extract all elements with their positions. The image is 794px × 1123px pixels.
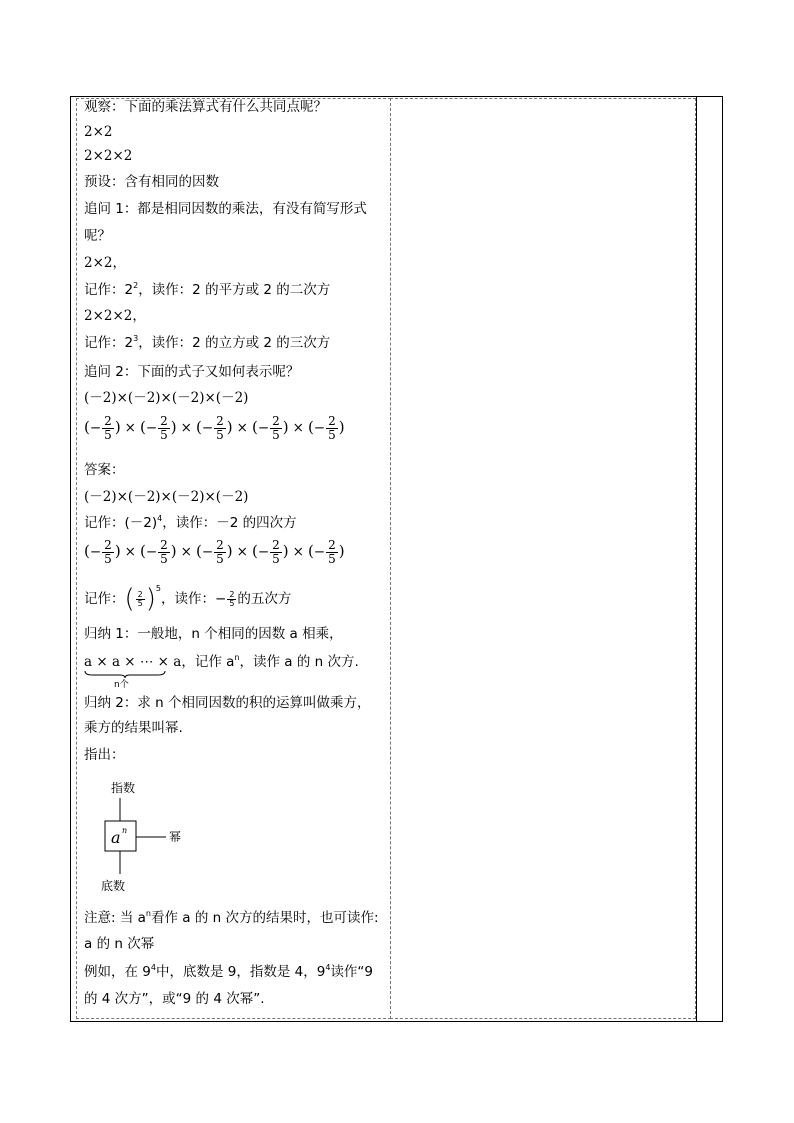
paren-left: (	[124, 584, 135, 614]
paren-right: )	[282, 542, 289, 560]
paren-left: (	[251, 542, 258, 560]
minus-sign: −	[257, 544, 270, 560]
paren-right: )	[170, 542, 177, 560]
paren-left: (	[195, 542, 202, 560]
text-line: 观察：下面的乘法算式有什么共同点呢？	[84, 99, 327, 115]
text-line	[84, 281, 330, 299]
fraction-denominator: 5	[328, 428, 336, 442]
paren-left: (	[251, 418, 258, 436]
text-line: 指出：	[84, 747, 125, 763]
fraction-denominator: 5	[104, 552, 112, 566]
text-line: 乘方的结果叫幂.	[84, 720, 183, 736]
minus-sign: −	[201, 420, 214, 436]
superscript: 2	[133, 281, 139, 290]
fraction-denominator: 5	[160, 428, 168, 442]
minus-sign: −	[89, 420, 102, 436]
text-span: 记作：2	[84, 335, 134, 351]
text-line	[84, 653, 359, 690]
superscript: 5	[155, 584, 161, 593]
fraction-numerator: 2	[216, 414, 224, 428]
text-line: 追问 2：下面的式子又如何表示呢？	[84, 364, 300, 380]
text-span: 记作：2	[84, 282, 134, 298]
superscript: 4	[325, 963, 331, 972]
times-sign: ×	[180, 420, 192, 436]
text-line: 2×2，	[84, 255, 126, 271]
text-span: ，读作 a 的 n 次方.	[239, 654, 359, 670]
times-sign: ×	[236, 420, 248, 436]
minus-sign: −	[257, 420, 270, 436]
fraction-factor	[139, 414, 177, 442]
fraction-factor	[307, 538, 345, 566]
text-line	[84, 334, 330, 352]
times-sign: ×	[180, 544, 192, 560]
diagram-exponent-label: 指数	[111, 781, 136, 795]
text-line	[84, 514, 297, 532]
fraction-numerator: 2	[216, 538, 224, 552]
text-line: 归纳 1：一般地，n 个相同的因数 a 相乘，	[84, 626, 343, 642]
text-span: ，读作：−	[161, 591, 227, 607]
diagram-power-label: 幂	[169, 830, 182, 844]
fraction	[270, 539, 282, 566]
fraction-numerator: 2	[328, 414, 336, 428]
fraction-factor	[139, 538, 177, 566]
paren-right: )	[226, 542, 233, 560]
fraction	[158, 539, 170, 566]
table-border-left	[70, 96, 71, 1022]
text-span: 的五次方	[237, 591, 292, 607]
paren-right: )	[114, 542, 121, 560]
minus-sign: −	[313, 420, 326, 436]
table-border-right	[722, 96, 723, 1022]
fraction-factor	[251, 538, 289, 566]
times-sign: ×	[292, 544, 304, 560]
text-line: 呢？	[84, 228, 111, 244]
text-line: (－2)×(－2)×(－2)×(－2)	[84, 489, 249, 505]
text-line: 预设：含有相同的因数	[84, 174, 219, 190]
paren-left: (	[307, 542, 314, 560]
paren-right: )	[114, 418, 121, 436]
fraction	[102, 539, 114, 566]
fraction-numerator: 2	[104, 414, 112, 428]
fraction	[136, 591, 145, 608]
paren-left: (	[195, 418, 202, 436]
text-span: 注意: 当 a	[84, 910, 146, 926]
expression: a × a × ⋯ × a	[84, 654, 182, 670]
text-span: ，记作 a	[181, 654, 235, 670]
fraction-numerator: 2	[272, 414, 280, 428]
text-line: 的 4 次方”，或“9 的 4 次幂”.	[84, 991, 265, 1007]
text-line: 2×2	[84, 124, 113, 140]
paren-left: (	[139, 418, 146, 436]
underbrace-expression	[84, 653, 182, 690]
text-line: 归纳 2：求 n 个相同因数的积的运算叫做乘方，	[84, 695, 371, 711]
text-span: ，读作：2 的立方或 2 的三次方	[138, 335, 331, 351]
fraction-factor	[84, 538, 121, 566]
text-line	[84, 909, 379, 927]
text-span: 例如，在 9	[84, 964, 151, 980]
fraction-denominator: 5	[216, 552, 224, 566]
fraction-product	[84, 539, 345, 566]
fraction-denominator: 5	[104, 428, 112, 442]
text-line: 2×2×2，	[84, 308, 146, 324]
paren-left: (	[139, 542, 146, 560]
diagram-exponent: n	[122, 826, 128, 835]
fraction	[326, 539, 338, 566]
text-line	[84, 963, 373, 981]
fraction-factor	[84, 414, 121, 442]
fraction-numerator: 2	[272, 538, 280, 552]
fraction-denominator: 5	[160, 552, 168, 566]
times-sign: ×	[124, 544, 136, 560]
fraction-product	[84, 415, 345, 442]
minus-sign: −	[201, 544, 214, 560]
fraction-factor	[307, 414, 345, 442]
times-sign: ×	[236, 544, 248, 560]
fraction	[326, 415, 338, 442]
text-span: 记作：(－2)	[84, 515, 158, 531]
fraction-denominator: 5	[229, 598, 235, 608]
fraction	[214, 539, 226, 566]
superscript: n	[234, 653, 240, 662]
fraction	[227, 591, 236, 608]
paren-left: (	[307, 418, 314, 436]
table-border-bottom	[70, 1021, 723, 1022]
fraction-factor	[195, 414, 233, 442]
superscript: 4	[150, 963, 156, 972]
fraction-numerator: 2	[137, 589, 143, 599]
fraction	[102, 415, 114, 442]
text-line: 2×2×2	[84, 148, 133, 164]
times-sign: ×	[292, 420, 304, 436]
fraction-denominator: 5	[137, 598, 143, 608]
fraction	[158, 415, 170, 442]
paren-left: (	[84, 418, 90, 436]
fraction-numerator: 2	[104, 538, 112, 552]
text-span: 读作“9	[330, 964, 374, 980]
power-diagram	[96, 776, 206, 896]
superscript: 4	[157, 514, 163, 523]
text-span: 记作：	[84, 591, 125, 607]
times-sign: ×	[124, 420, 136, 436]
paren-right: )	[170, 418, 177, 436]
text-span: 中，底数是 9，指数是 4，9	[155, 964, 326, 980]
fraction-factor	[251, 414, 289, 442]
diagram-base-label: 底数	[101, 879, 126, 893]
fraction-factor	[195, 538, 233, 566]
fraction-numerator: 2	[160, 414, 168, 428]
superscript: 3	[133, 334, 139, 343]
table-border-top	[70, 96, 723, 97]
table-column-divider	[696, 96, 697, 1022]
fraction-denominator: 5	[328, 552, 336, 566]
superscript: n	[145, 909, 151, 918]
text-span: ，读作：2 的平方或 2 的二次方	[138, 282, 331, 298]
text-span: 看作 a 的 n 次方的结果时，也可读作:	[150, 910, 379, 926]
text-line	[84, 584, 292, 614]
paren-left: (	[84, 542, 90, 560]
fraction	[270, 415, 282, 442]
fraction-numerator: 2	[160, 538, 168, 552]
fraction-denominator: 5	[272, 552, 280, 566]
paren-right: )	[226, 418, 233, 436]
minus-sign: −	[145, 544, 158, 560]
paren-right: )	[145, 584, 156, 614]
minus-sign: −	[145, 420, 158, 436]
text-line: a 的 n 次幂	[84, 936, 155, 952]
diagram-base: a	[111, 828, 121, 847]
paren-right: )	[338, 418, 345, 436]
minus-sign: −	[313, 544, 326, 560]
paren-right: )	[338, 542, 345, 560]
paren-right: )	[282, 418, 289, 436]
text-line: (－2)×(－2)×(－2)×(－2)	[84, 390, 249, 406]
cell-right-dashed	[390, 98, 696, 1019]
text-line: 追问 1：都是相同因数的乘法，有没有简写形式	[84, 201, 367, 217]
fraction	[214, 415, 226, 442]
fraction-numerator: 2	[229, 589, 235, 599]
fraction-denominator: 5	[272, 428, 280, 442]
minus-sign: −	[89, 544, 102, 560]
text-span: ，读作：－2 的四次方	[162, 515, 297, 531]
underbrace-label: n个	[114, 680, 129, 690]
fraction-denominator: 5	[216, 428, 224, 442]
fraction-numerator: 2	[328, 538, 336, 552]
text-line: 答案：	[84, 462, 125, 478]
